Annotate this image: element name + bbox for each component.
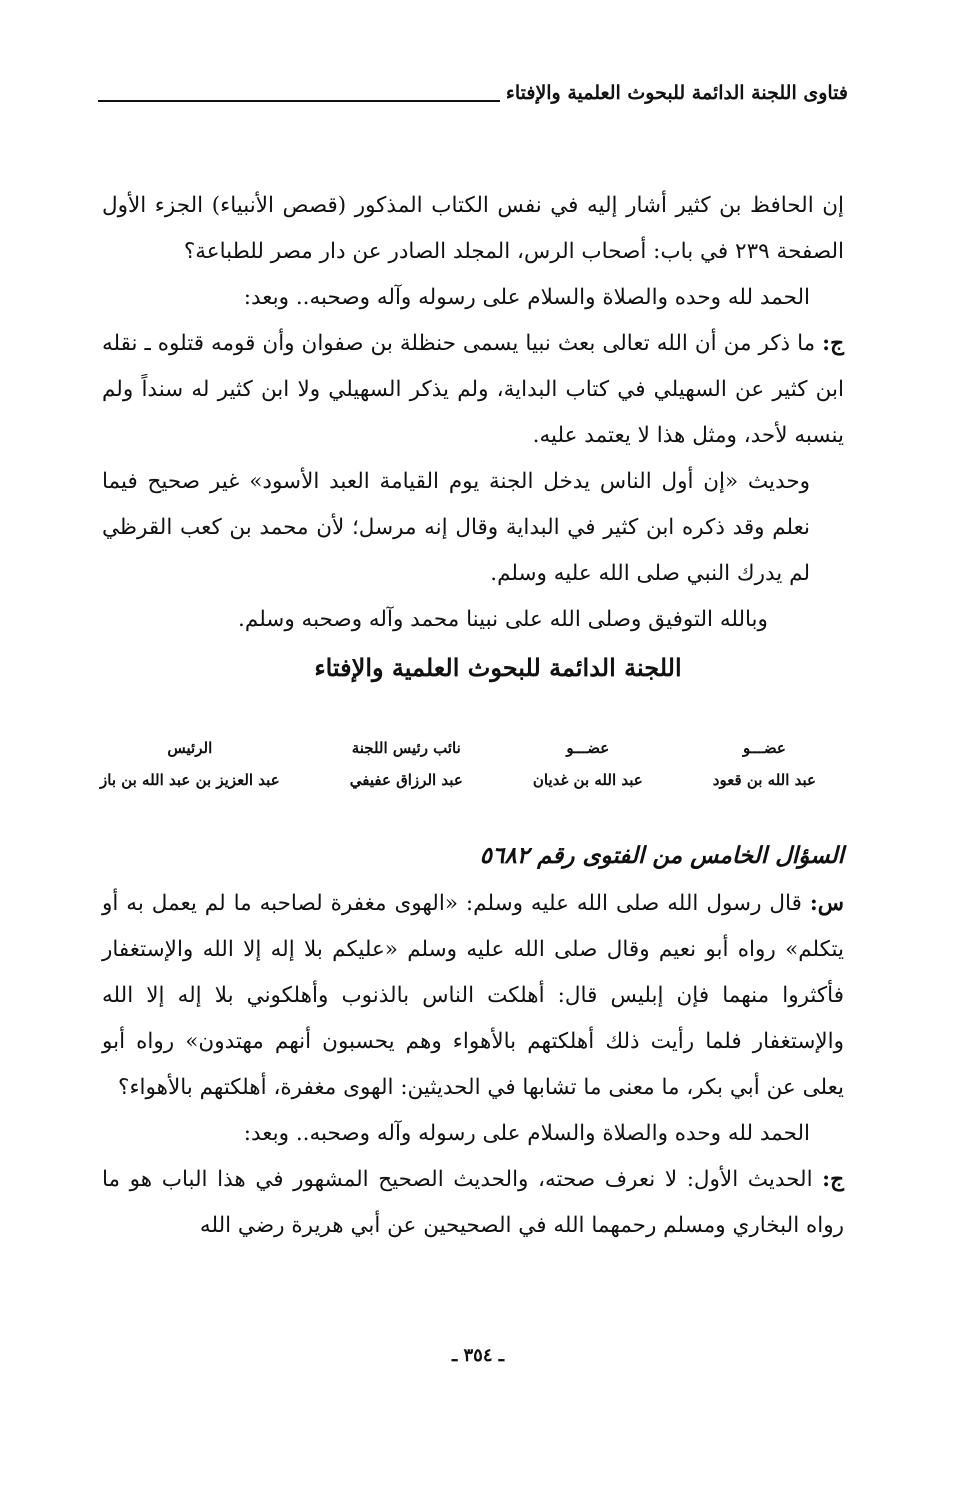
question-title: السؤال الخامس من الفتوى رقم ٥٦٨٢ [479, 842, 844, 869]
signatory [533, 732, 643, 796]
running-header [98, 78, 848, 118]
question-prefix: س: [809, 891, 844, 916]
closing-line: وبالله التوفيق وصلى الله على نبينا محمد وآله وصحبه وسلم. [238, 607, 768, 632]
signatory [713, 732, 816, 796]
header-title: فتاوى اللجنة الدائمة للبحوث العلمية والإفتاء [500, 82, 848, 104]
question-paragraph [102, 881, 844, 1111]
signatory [100, 732, 280, 796]
hadith-paragraph: وحديث «إن أول الناس يدخل الجنة يوم القيامة العبد الأسود» غير صحيح فيما نعلم وقد ذكره ابن كثير في البداية وقال إنه مرسل؛ لأن محمد بن كعب القرظي لم يدرك النبي صلى الله عليه وسلم. [102, 469, 810, 586]
signatory-name: عبد الله بن غديان [532, 771, 643, 789]
signatory-role: عضـــو [742, 739, 786, 757]
answer-paragraph [102, 1157, 844, 1249]
praise-line: الحمد لله وحده والصلاة والسلام على رسوله وآله وصحبه.. وبعد: [243, 1121, 810, 1146]
section-1 [102, 183, 844, 691]
signatory [350, 732, 463, 796]
praise-line: الحمد لله وحده والصلاة والسلام على رسوله وآله وصحبه.. وبعد: [243, 285, 810, 310]
section-2 [102, 833, 844, 1249]
answer-paragraph [102, 321, 844, 459]
committee-name: اللجنة الدائمة للبحوث العلمية والإفتاء [314, 653, 682, 682]
question-continuation: إن الحافظ بن كثير أشار إليه في نفس الكتاب المذكور (قصص الأنبياء) الجزء الأول الصفحة ٢٣٩ في باب: أصحاب الرس، المجلد الصادر عن دار مصر للطباعة؟ [102, 193, 844, 264]
answer-text: ما ذكر من أن الله تعالى بعث نبيا يسمى حنظلة بن صفوان وأن قومه قتلوه ـ نقله ابن كثير عن السهيلي في كتاب البداية، ولم يذكر السهيلي ولا ابن كثير له سنداً ولم ينسبه لأحد، ومثل هذا لا يعتمد عليه. [102, 331, 844, 448]
signatory-name: عبد العزيز بن عبد الله بن باز [100, 771, 280, 789]
answer-prefix: ج: [822, 1167, 844, 1192]
page-number: ـ ٣٥٤ ـ [451, 1345, 505, 1366]
question-text: قال رسول الله صلى الله عليه وسلم: «الهوى مغفرة لصاحبه ما لم يعمل به أو يتكلم» رواه أبو نعيم وقال صلى الله عليه وسلم «عليكم بلا إله إلا الله والإستغفار فأكثروا منهما فإن إبليس قال: أهلكت الناس بالذنوب وأهلكوني بلا إله إلا الله والإستغفار فلما رأيت ذلك أهلكتهم بالأهواء وهم يحسبون أنهم مهتدون» رواه أبو يعلى عن أبي بكر، ما معنى ما تشابها في الحديثين: الهوى مغفرة، أهلكتهم بالأهواء؟ [102, 891, 844, 1100]
signatory-role: الرئيس [167, 739, 213, 757]
signatory-name: عبد الله بن قعود [712, 771, 816, 789]
signatory-name: عبد الرزاق عفيفي [349, 771, 463, 789]
answer-text: الحديث الأول: لا نعرف صحته، والحديث الصحيح المشهور في هذا الباب هو ما رواه البخاري ومسلم رحمهما الله في الصحيحين عن أبي هريرة رضي الله [102, 1167, 844, 1238]
signatory-role: نائب رئيس اللجنة [351, 739, 461, 757]
signatory-role: عضـــو [566, 739, 610, 757]
signatories [100, 732, 816, 796]
answer-prefix: ج: [822, 331, 844, 356]
